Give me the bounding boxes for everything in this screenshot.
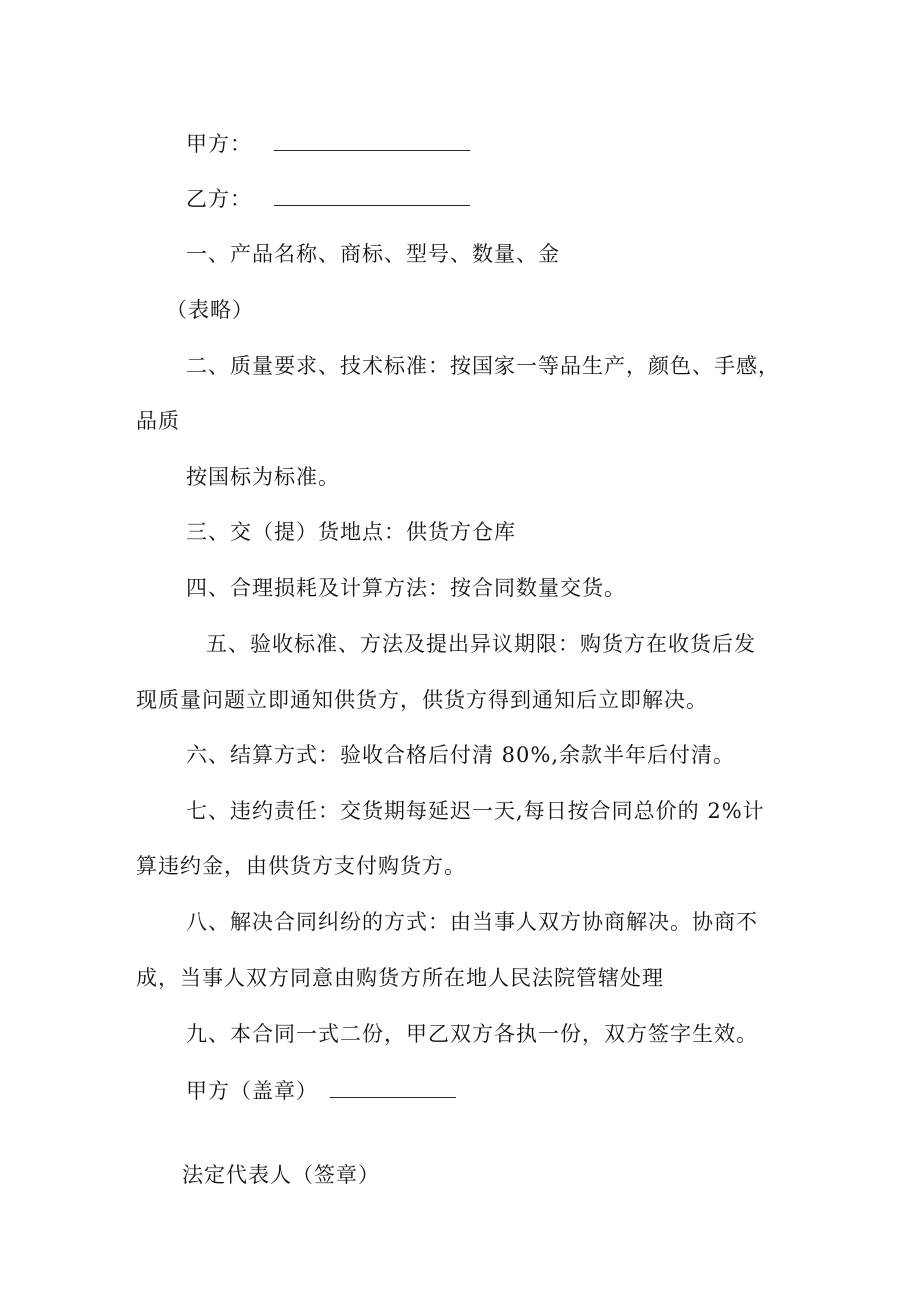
party-b-blank[interactable] (274, 187, 470, 206)
clause-9: 九、本合同一式二份，甲乙双方各执一份，双方签字生效。 (186, 1022, 758, 1046)
clause-1: 一、产品名称、商标、型号、数量、金 (186, 242, 560, 266)
seal-line (186, 1077, 456, 1105)
party-a-label: 甲方： (186, 132, 252, 156)
clause-7-line2: 算违约金，由供货方支付购货方。 (136, 854, 466, 878)
party-b-line (186, 185, 470, 213)
clause-5-line2: 现质量问题立即通知供货方，供货方得到通知后立即解决。 (136, 688, 708, 712)
seal-label: 甲方（盖章） (186, 1079, 318, 1103)
clause-6: 六、结算方式：验收合格后付清 80%,余款半年后付清。 (186, 743, 736, 767)
legal-rep-label: 法定代表人（签章） (182, 1163, 380, 1187)
party-a-line (186, 130, 470, 158)
clause-2-line2: 品质 (136, 409, 180, 433)
clause-8-line1: 八、解决合同纠纷的方式：由当事人双方协商解决。协商不 (186, 910, 758, 934)
party-b-label: 乙方： (186, 187, 252, 211)
clause-1-note: （表略） (166, 298, 254, 322)
clause-4: 四、合理损耗及计算方法：按合同数量交货。 (186, 576, 626, 600)
clause-5-line1: 五、验收标准、方法及提出异议期限：购货方在收货后发 (206, 632, 756, 656)
party-a-blank[interactable] (274, 132, 470, 151)
clause-8-line2: 成，当事人双方同意由购货方所在地人民法院管辖处理 (136, 966, 664, 990)
legal-rep-line (182, 1161, 380, 1189)
seal-blank[interactable] (330, 1079, 456, 1098)
clause-2-line3: 按国标为标准。 (186, 465, 340, 489)
clause-2-line1: 二、质量要求、技术标准：按国家一等品生产，颜色、手感， (186, 354, 780, 378)
clause-3: 三、交（提）货地点：供货方仓库 (186, 520, 516, 544)
clause-7-line1: 七、违约责任：交货期每延迟一天,每日按合同总价的 2%计 (186, 799, 765, 823)
